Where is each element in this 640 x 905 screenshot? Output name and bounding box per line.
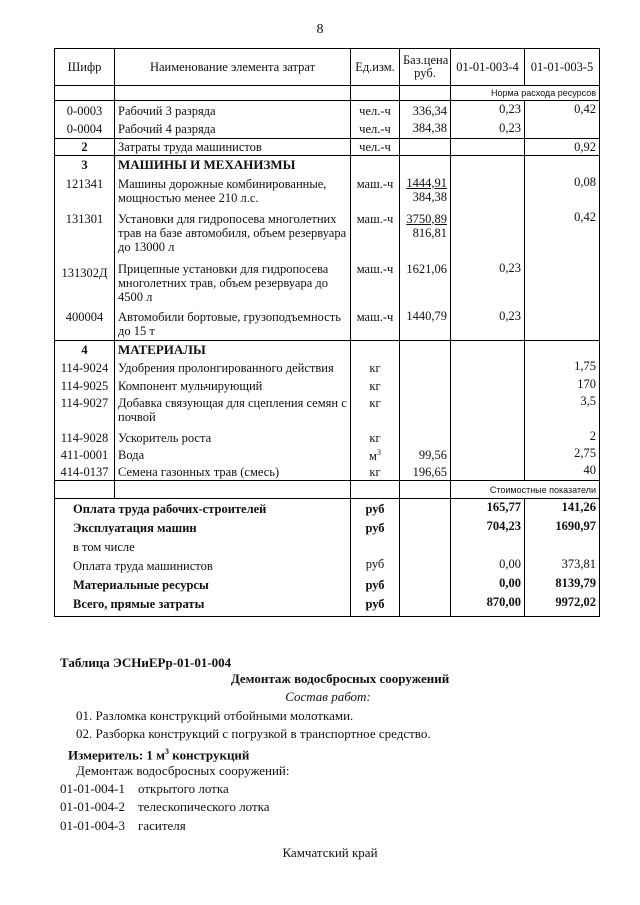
row-code: 114-9025: [55, 377, 115, 394]
section-value-col2: 0,92: [525, 139, 600, 156]
work-item: 01. Разломка конструкций отбойными молотками.: [76, 708, 354, 723]
section-heading: Демонтаж водосбросных сооружений: [230, 671, 450, 686]
row-name: Машины дорожные комбинированные, мощностью менее 210 л.с.: [115, 175, 351, 210]
row-name: Рабочий 3 разряда: [115, 101, 351, 120]
row-unit: маш.-ч: [351, 175, 400, 210]
cost-value-col1: 0,00: [451, 575, 525, 594]
cost-unit: руб: [351, 499, 400, 518]
section-name: МАТЕРИАЛЫ: [115, 341, 351, 359]
cost-value-col1: 704,23: [451, 518, 525, 537]
row-unit: маш.-ч: [351, 259, 400, 306]
cost-name: Оплата труда рабочих-строителей: [55, 499, 351, 518]
cost-name: Всего, прямые затраты: [55, 594, 351, 617]
cost-name: Материальные ресурсы: [55, 575, 351, 594]
works-title: Состав работ:: [285, 689, 371, 704]
header-name: Наименование элемента затрат: [115, 49, 351, 86]
row-value-col2: 170: [525, 377, 600, 394]
row-unit: маш.-ч: [351, 306, 400, 341]
cost-row: [55, 499, 600, 518]
row-price-secondary: 384,38: [412, 189, 447, 204]
section-code: 3: [55, 156, 115, 175]
norm-caption-row: [55, 86, 600, 101]
table-row: [55, 210, 600, 259]
row-code: 411-0001: [55, 446, 115, 463]
section-row: [55, 341, 600, 359]
section-unit: чел.-ч: [351, 139, 400, 156]
row-code: 0-0004: [55, 120, 115, 139]
cost-value-col2: 373,81: [525, 556, 600, 575]
row-unit: кг: [351, 463, 400, 481]
table-row: [55, 101, 600, 120]
row-value-col1: 0,23: [451, 101, 525, 120]
row-code: 114-9027: [55, 394, 115, 429]
subheading: Демонтаж водосбросных сооружений:: [76, 763, 290, 778]
cost-row: [55, 537, 600, 556]
row-value-col2: 0,42: [525, 210, 600, 259]
row-price-cell: [400, 175, 451, 210]
row-name: Прицепные установки для гидропосева многолетних трав, объем резервуара до 4500 л: [115, 259, 351, 306]
row-code: 114-9024: [55, 359, 115, 377]
table-row: [55, 175, 600, 210]
cost-name: Эксплуатация машин: [55, 518, 351, 537]
row-code: 400004: [55, 306, 115, 341]
norm-caption: Норма расхода ресурсов: [451, 86, 600, 101]
header-base-price: Баз.цена руб.: [400, 49, 451, 86]
item-code: 01-01-004-2: [60, 799, 125, 814]
row-value-col2: 0,08: [525, 175, 600, 210]
cost-value-col2: 141,26: [525, 499, 600, 518]
table-row: [55, 359, 600, 377]
row-code: 114-9028: [55, 429, 115, 446]
row-name: Удобрения пролонгированного действия: [115, 359, 351, 377]
row-value-col1: 0,23: [451, 306, 525, 341]
row-name: Рабочий 4 разряда: [115, 120, 351, 139]
cost-value-col1: 870,00: [451, 594, 525, 617]
row-value-col2: 3,5: [525, 394, 600, 429]
row-value-col1: 0,23: [451, 120, 525, 139]
table-header-row: [55, 49, 600, 86]
work-item: 02. Разборка конструкций с погрузкой в транспортное средство.: [76, 726, 431, 741]
table-row: [55, 429, 600, 446]
cost-row: [55, 594, 600, 617]
row-value-col2: 0,42: [525, 101, 600, 120]
row-value-col2: 2: [525, 429, 600, 446]
table-row: [55, 120, 600, 139]
row-price-cell: [400, 210, 451, 259]
row-unit: маш.-ч: [351, 210, 400, 259]
cost-unit: руб: [351, 556, 400, 575]
section-name: МАШИНЫ И МЕХАНИЗМЫ: [115, 156, 351, 175]
cost-row: [55, 575, 600, 594]
item-code: 01-01-004-1: [60, 781, 125, 796]
row-unit: кг: [351, 394, 400, 429]
row-code: 131302Д: [55, 259, 115, 306]
row-price: 1440,79: [400, 306, 451, 341]
cost-name: в том числе: [55, 537, 351, 556]
row-price: 1621,06: [400, 259, 451, 306]
header-col1: 01-01-003-4: [451, 49, 525, 86]
section-row: [55, 139, 600, 156]
table-title: Таблица ЭСНиЕРр-01-01-004: [60, 655, 232, 670]
row-unit-cell: $м^3$: [351, 446, 400, 463]
row-price: 3750,89: [406, 211, 447, 226]
header-unit: Ед.изм.: [351, 49, 400, 86]
page-number: 8: [316, 22, 324, 37]
cost-caption: Стоимостные показатели: [451, 481, 600, 499]
row-unit: чел.-ч: [351, 101, 400, 120]
section-code: 4: [55, 341, 115, 359]
cost-value-col2: 8139,79: [525, 575, 600, 594]
row-code: 414-0137: [55, 463, 115, 481]
cost-value-col2: 1690,97: [525, 518, 600, 537]
row-value-col2: 1,75: [525, 359, 600, 377]
cost-caption-row: [55, 481, 600, 499]
row-unit: кг: [351, 359, 400, 377]
row-code: 0-0003: [55, 101, 115, 120]
cost-value-col1: 165,77: [451, 499, 525, 518]
item-name: телескопического лотка: [138, 799, 270, 814]
measure-unit: Измеритель: 1 $м^3$ конструкций: [68, 747, 250, 763]
table-row: [55, 463, 600, 481]
row-name: Вода: [115, 446, 351, 463]
table-row: [55, 377, 600, 394]
cost-value-col1: 0,00: [451, 556, 525, 575]
row-unit: чел.-ч: [351, 120, 400, 139]
row-name: Семена газонных трав (смесь): [115, 463, 351, 481]
row-unit: кг: [351, 429, 400, 446]
resource-norms-table: [54, 48, 600, 617]
section-row: [55, 156, 600, 175]
section-name: Затраты труда машинистов: [115, 139, 351, 156]
row-value-col1: 0,23: [451, 259, 525, 306]
item-code: 01-01-004-3: [60, 818, 125, 833]
row-value-col2: 40: [525, 463, 600, 481]
table-row: [55, 259, 600, 306]
row-unit: кг: [351, 377, 400, 394]
row-price-secondary: 816,81: [412, 225, 447, 240]
table-row: [55, 306, 600, 341]
row-name: Ускоритель роста: [115, 429, 351, 446]
row-price: 336,34: [400, 101, 451, 120]
item-name: гасителя: [138, 818, 186, 833]
cost-unit: руб: [351, 575, 400, 594]
table-row: [55, 446, 600, 463]
row-price: 99,56: [400, 446, 451, 463]
row-name: Добавка связующая для сцепления семян с почвой: [115, 394, 351, 429]
cost-unit: руб: [351, 594, 400, 617]
row-code: 131301: [55, 210, 115, 259]
table-row: [55, 394, 600, 429]
row-value-col2: 2,75: [525, 446, 600, 463]
page-footer: Камчатский край: [282, 845, 378, 860]
row-name: Компонент мульчирующий: [115, 377, 351, 394]
cost-unit: руб: [351, 518, 400, 537]
row-code: 121341: [55, 175, 115, 210]
row-price: 384,38: [400, 120, 451, 139]
cost-row: [55, 556, 600, 575]
row-price: 1444,91: [406, 175, 447, 190]
cost-name: Оплата труда машинистов: [55, 556, 351, 575]
cost-value-col2: 9972,02: [525, 594, 600, 617]
cost-row: [55, 518, 600, 537]
row-price: 196,65: [400, 463, 451, 481]
item-name: открытого лотка: [138, 781, 229, 796]
row-name: Установки для гидропосева многолетних трав на базе автомобиля, объем резервуара до 13000 л: [115, 210, 351, 259]
section-code: 2: [55, 139, 115, 156]
row-name: Автомобили бортовые, грузоподъемность до 15 т: [115, 306, 351, 341]
header-col2: 01-01-003-5: [525, 49, 600, 86]
header-code: Шифр: [55, 49, 115, 86]
